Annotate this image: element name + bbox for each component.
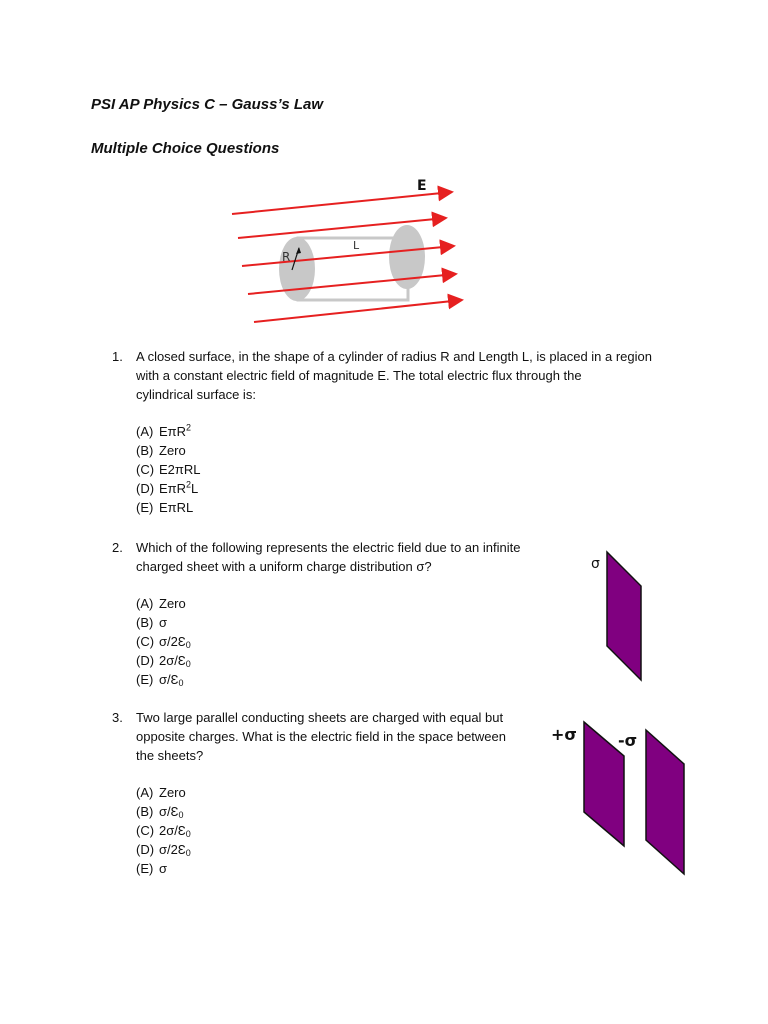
section-title: Multiple Choice Questions (91, 140, 280, 157)
sheet-charge-label: σ (591, 556, 600, 572)
question-number: 2. (112, 540, 123, 555)
answer-option[interactable]: (E) σ/Ɛ0 (136, 672, 184, 688)
field-line (248, 274, 456, 294)
question-line: Which of the following represents the electric field due to an infinite (136, 540, 521, 555)
answer-option[interactable]: (A) EπR$^2$ (136, 422, 192, 439)
question-line: A closed surface, in the shape of a cylinder of radius R and Length L, is placed in a region (136, 349, 652, 364)
answer-option[interactable]: (E) σ (136, 861, 168, 876)
question-line: opposite charges. What is the electric field in the space between (136, 729, 506, 744)
charged-sheet (607, 552, 641, 680)
charged-sheet-diagram (585, 550, 655, 690)
field-lines (232, 192, 462, 322)
question-number: 1. (112, 349, 123, 364)
question-text (136, 347, 687, 404)
field-line (232, 192, 452, 214)
answer-option[interactable]: (E) EπRL (136, 500, 194, 515)
answer-options (136, 783, 552, 878)
answer-option[interactable]: (B) σ (136, 615, 168, 630)
answer-option[interactable]: (B) Zero (136, 443, 186, 458)
question-line: the sheets? (136, 748, 204, 763)
answer-option[interactable]: (C) σ/2Ɛ0 (136, 634, 191, 650)
negative-sheet (646, 730, 684, 874)
answer-options (136, 594, 552, 689)
question-line: charged sheet with a uniform charge distribution σ? (136, 559, 432, 574)
question-line: cylindrical surface is: (136, 387, 256, 402)
question-line: with a constant electric field of magnitude E. The total electric flux through the (136, 368, 582, 383)
parallel-sheets-diagram (548, 714, 693, 884)
radius-label: R (282, 250, 291, 264)
question-2 (112, 538, 552, 689)
negative-charge-label: -σ (618, 731, 638, 750)
field-line (254, 300, 462, 322)
answer-option[interactable]: (D) EπR$^2$L (136, 479, 199, 496)
question-1 (112, 347, 687, 517)
question-line: Two large parallel conducting sheets are charged with equal but (136, 710, 504, 725)
question-number: 3. (112, 710, 123, 725)
answer-option[interactable]: (C) 2σ/Ɛ0 (136, 823, 191, 839)
answer-options (136, 422, 687, 517)
cylinder-field-diagram (220, 168, 480, 338)
page-title: PSI AP Physics C – Gauss’s Law (91, 96, 324, 113)
length-label: L (353, 239, 360, 252)
answer-option[interactable]: (A) Zero (136, 596, 186, 611)
answer-option[interactable]: (D) 2σ/Ɛ0 (136, 653, 191, 669)
question-text (136, 538, 552, 576)
answer-option[interactable]: (A) Zero (136, 785, 186, 800)
field-label: E (417, 178, 427, 194)
answer-option[interactable]: (C) E2πRL (136, 462, 201, 477)
answer-option[interactable]: (D) σ/2Ɛ0 (136, 842, 191, 858)
positive-charge-label: +σ (551, 725, 577, 744)
answer-option[interactable]: (B) σ/Ɛ0 (136, 804, 184, 820)
question-3 (112, 708, 552, 878)
question-text (136, 708, 552, 765)
